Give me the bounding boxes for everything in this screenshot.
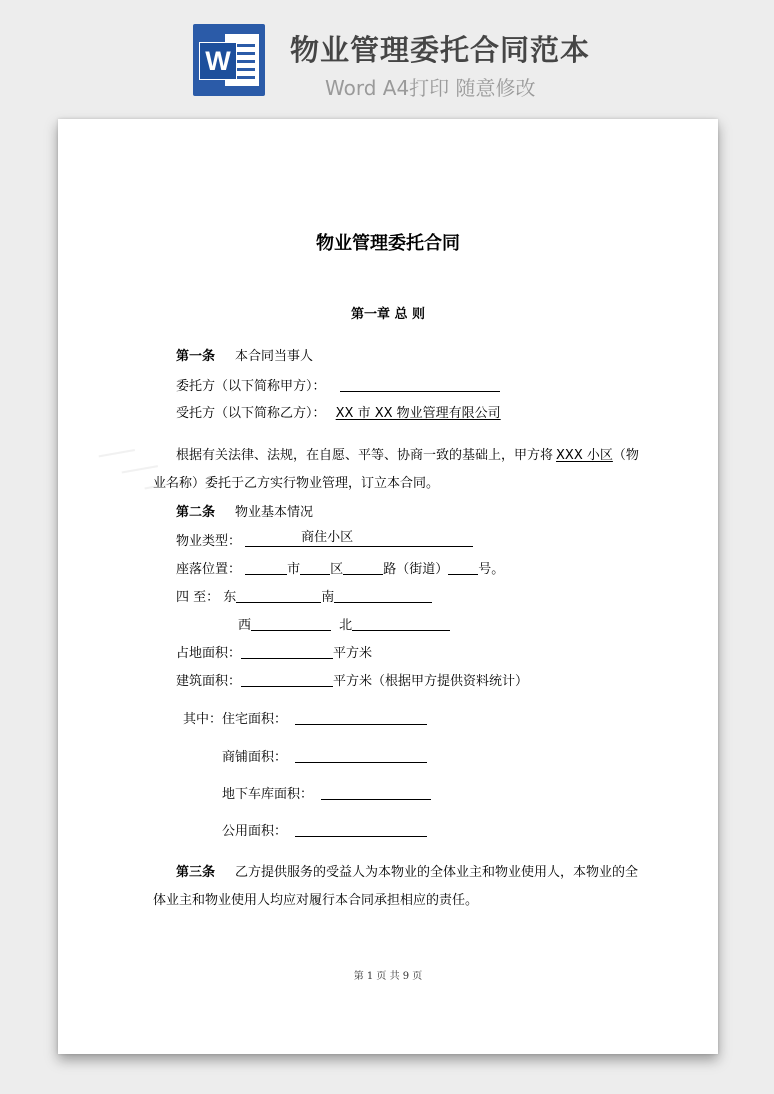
public-area-line: 公用面积： — [222, 823, 427, 840]
document-page — [58, 119, 718, 1054]
party-a-line: 委托方（以下简称甲方）： — [176, 378, 500, 395]
party-b-value: XX 市 XX 物业管理有限公司 — [335, 406, 501, 421]
page-footer: 第 1 页 共 9 页 — [353, 971, 423, 982]
intro-paragraph-line1: 根据有关法律、法规，在自愿、平等、协商一致的基础上，甲方将 XXX 小区（物 — [176, 448, 639, 463]
watermark-decoration: ／／／ — [95, 432, 184, 508]
article-1: 第一条 本合同当事人 — [176, 349, 314, 364]
party-b-line: 受托方（以下简称乙方）： XX 市 XX 物业管理有限公司 — [176, 406, 501, 421]
garage-area-line: 地下车库面积： — [222, 786, 431, 803]
banner-header — [0, 0, 774, 115]
banner-title: 物业管理委托合同范本 — [290, 33, 591, 67]
word-document-icon: W — [193, 24, 265, 96]
banner-subtitle: Word A4打印 随意修改 — [325, 76, 536, 100]
article-2: 第二条 物业基本情况 — [176, 505, 314, 520]
chapter-heading: 第一章 总 则 — [350, 307, 426, 322]
boundaries-line-1: 四 至： 东 南 — [176, 589, 432, 606]
shop-area-line: 商铺面积： — [222, 749, 427, 766]
residential-area-line: 其中：住宅面积： — [183, 711, 427, 728]
boundaries-line-2: 西 北 — [238, 617, 450, 634]
intro-paragraph-line2: 业名称）委托于乙方实行物业管理，订立本合同。 — [153, 476, 440, 491]
location-line: 座落位置： 市 区 路（街道） 号。 — [176, 562, 505, 577]
article-3-line2: 体业主和物业使用人均应对履行本合同承担相应的责任。 — [153, 893, 479, 908]
building-area-line: 建筑面积： 平方米（根据甲方提供资料统计） — [176, 674, 529, 689]
document-title: 物业管理委托合同 — [316, 233, 460, 254]
land-area-line: 占地面积： 平方米 — [176, 646, 373, 661]
property-type-value: 商住小区 — [301, 530, 354, 545]
article-3-line1: 第三条 乙方提供服务的受益人为本物业的全体业主和物业使用人，本物业的全 — [176, 865, 639, 880]
party-a-blank — [340, 378, 500, 392]
property-type-line: 物业类型： 商住小区 — [176, 533, 473, 550]
